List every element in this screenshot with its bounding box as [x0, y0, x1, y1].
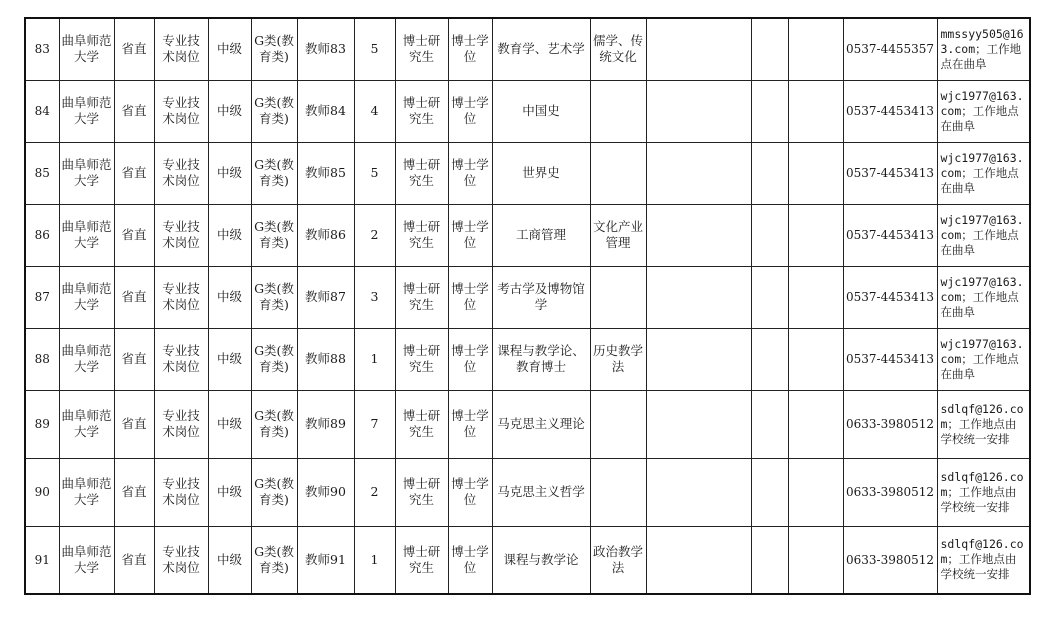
unit-level: 省直: [114, 80, 154, 142]
hire-count: 2: [354, 458, 395, 526]
post-type: 专业技术岗位: [154, 142, 208, 204]
unit-level: 省直: [114, 204, 154, 266]
degree-requirement: 博士学位: [448, 18, 492, 80]
post-category: G类(教育类): [251, 266, 297, 328]
empty-cell: [751, 328, 788, 390]
major-requirement: 马克思主义理论: [492, 390, 590, 458]
contact-phone: 0633-3980512: [843, 526, 937, 594]
hire-count: 2: [354, 204, 395, 266]
degree-requirement: 博士学位: [448, 328, 492, 390]
contact-phone: 0537-4453413: [843, 266, 937, 328]
education-requirement: 博士研究生: [395, 80, 448, 142]
unit-name: 曲阜师范大学: [59, 390, 114, 458]
other-requirement: [646, 390, 751, 458]
unit-level: 省直: [114, 390, 154, 458]
degree-requirement: 博士学位: [448, 390, 492, 458]
empty-cell: [751, 204, 788, 266]
research-direction: 文化产业管理: [590, 204, 646, 266]
table-row: [25, 390, 1030, 458]
education-requirement: 博士研究生: [395, 204, 448, 266]
post-category: G类(教育类): [251, 142, 297, 204]
contact-phone: 0537-4453413: [843, 328, 937, 390]
degree-requirement: 博士学位: [448, 204, 492, 266]
row-number: 91: [25, 526, 59, 594]
other-requirement: [646, 142, 751, 204]
unit-name: 曲阜师范大学: [59, 458, 114, 526]
unit-level: 省直: [114, 18, 154, 80]
hire-count: 5: [354, 142, 395, 204]
row-number: 88: [25, 328, 59, 390]
research-direction: [590, 458, 646, 526]
unit-name: 曲阜师范大学: [59, 142, 114, 204]
contact-phone: 0537-4455357: [843, 18, 937, 80]
table-row: [25, 142, 1030, 204]
empty-cell: [788, 266, 843, 328]
research-direction: 政治教学法: [590, 526, 646, 594]
row-number: 84: [25, 80, 59, 142]
empty-cell: [788, 142, 843, 204]
empty-cell: [788, 80, 843, 142]
unit-level: 省直: [114, 328, 154, 390]
contact-phone: 0633-3980512: [843, 458, 937, 526]
major-requirement: 课程与教学论: [492, 526, 590, 594]
table-row: [25, 80, 1030, 142]
empty-cell: [788, 18, 843, 80]
post-type: 专业技术岗位: [154, 266, 208, 328]
contact-phone: 0537-4453413: [843, 204, 937, 266]
degree-requirement: 博士学位: [448, 266, 492, 328]
post-type: 专业技术岗位: [154, 328, 208, 390]
post-type: 专业技术岗位: [154, 204, 208, 266]
empty-cell: [751, 18, 788, 80]
post-grade: 中级: [208, 204, 251, 266]
empty-cell: [751, 80, 788, 142]
row-number: 86: [25, 204, 59, 266]
major-requirement: 考古学及博物馆学: [492, 266, 590, 328]
major-requirement: 教育学、艺术学: [492, 18, 590, 80]
contact-phone: 0633-3980512: [843, 390, 937, 458]
major-requirement: 中国史: [492, 80, 590, 142]
unit-name: 曲阜师范大学: [59, 204, 114, 266]
research-direction: [590, 80, 646, 142]
major-requirement: 课程与教学论、教育博士: [492, 328, 590, 390]
row-number: 90: [25, 458, 59, 526]
empty-cell: [788, 204, 843, 266]
post-category: G类(教育类): [251, 18, 297, 80]
remark-note: wjc1977@163.com；工作地点在曲阜: [937, 142, 1030, 204]
major-requirement: 世界史: [492, 142, 590, 204]
education-requirement: 博士研究生: [395, 328, 448, 390]
research-direction: 历史教学法: [590, 328, 646, 390]
row-number: 85: [25, 142, 59, 204]
major-requirement: 工商管理: [492, 204, 590, 266]
research-direction: [590, 390, 646, 458]
research-direction: [590, 266, 646, 328]
unit-level: 省直: [114, 526, 154, 594]
table-row: [25, 526, 1030, 594]
other-requirement: [646, 266, 751, 328]
empty-cell: [788, 390, 843, 458]
hire-count: 3: [354, 266, 395, 328]
table-row: [25, 458, 1030, 526]
other-requirement: [646, 204, 751, 266]
education-requirement: 博士研究生: [395, 18, 448, 80]
remark-note: sdlqf@126.com；工作地点由学校统一安排: [937, 458, 1030, 526]
post-type: 专业技术岗位: [154, 458, 208, 526]
empty-cell: [751, 266, 788, 328]
unit-name: 曲阜师范大学: [59, 80, 114, 142]
degree-requirement: 博士学位: [448, 526, 492, 594]
post-category: G类(教育类): [251, 390, 297, 458]
remark-note: sdlqf@126.com；工作地点由学校统一安排: [937, 390, 1030, 458]
post-grade: 中级: [208, 390, 251, 458]
row-number: 87: [25, 266, 59, 328]
hire-count: 7: [354, 390, 395, 458]
other-requirement: [646, 458, 751, 526]
research-direction: [590, 142, 646, 204]
hire-count: 1: [354, 526, 395, 594]
row-number: 83: [25, 18, 59, 80]
other-requirement: [646, 80, 751, 142]
unit-level: 省直: [114, 266, 154, 328]
post-grade: 中级: [208, 526, 251, 594]
empty-cell: [788, 526, 843, 594]
unit-name: 曲阜师范大学: [59, 328, 114, 390]
degree-requirement: 博士学位: [448, 80, 492, 142]
post-name: 教师88: [297, 328, 354, 390]
post-category: G类(教育类): [251, 458, 297, 526]
post-category: G类(教育类): [251, 328, 297, 390]
table-row: [25, 204, 1030, 266]
remark-note: wjc1977@163.com；工作地点在曲阜: [937, 80, 1030, 142]
unit-name: 曲阜师范大学: [59, 266, 114, 328]
empty-cell: [788, 458, 843, 526]
table-row: [25, 18, 1030, 80]
remark-note: wjc1977@163.com；工作地点在曲阜: [937, 328, 1030, 390]
post-grade: 中级: [208, 266, 251, 328]
remark-note: sdlqf@126.com；工作地点由学校统一安排: [937, 526, 1030, 594]
post-grade: 中级: [208, 80, 251, 142]
research-direction: 儒学、传统文化: [590, 18, 646, 80]
other-requirement: [646, 328, 751, 390]
post-category: G类(教育类): [251, 526, 297, 594]
remark-note: mmssyy505@163.com；工作地点在曲阜: [937, 18, 1030, 80]
recruitment-table: [24, 17, 1031, 595]
education-requirement: 博士研究生: [395, 266, 448, 328]
post-type: 专业技术岗位: [154, 80, 208, 142]
major-requirement: 马克思主义哲学: [492, 458, 590, 526]
empty-cell: [751, 526, 788, 594]
post-grade: 中级: [208, 142, 251, 204]
unit-level: 省直: [114, 142, 154, 204]
empty-cell: [751, 390, 788, 458]
post-grade: 中级: [208, 18, 251, 80]
post-grade: 中级: [208, 328, 251, 390]
post-category: G类(教育类): [251, 80, 297, 142]
education-requirement: 博士研究生: [395, 458, 448, 526]
contact-phone: 0537-4453413: [843, 142, 937, 204]
education-requirement: 博士研究生: [395, 526, 448, 594]
post-name: 教师89: [297, 390, 354, 458]
unit-level: 省直: [114, 458, 154, 526]
contact-phone: 0537-4453413: [843, 80, 937, 142]
degree-requirement: 博士学位: [448, 142, 492, 204]
empty-cell: [751, 142, 788, 204]
post-type: 专业技术岗位: [154, 390, 208, 458]
post-name: 教师83: [297, 18, 354, 80]
hire-count: 4: [354, 80, 395, 142]
other-requirement: [646, 18, 751, 80]
hire-count: 1: [354, 328, 395, 390]
post-name: 教师86: [297, 204, 354, 266]
post-name: 教师85: [297, 142, 354, 204]
table-row: [25, 266, 1030, 328]
post-grade: 中级: [208, 458, 251, 526]
unit-name: 曲阜师范大学: [59, 18, 114, 80]
remark-note: wjc1977@163.com；工作地点在曲阜: [937, 266, 1030, 328]
empty-cell: [751, 458, 788, 526]
post-name: 教师90: [297, 458, 354, 526]
remark-note: wjc1977@163.com；工作地点在曲阜: [937, 204, 1030, 266]
row-number: 89: [25, 390, 59, 458]
post-name: 教师84: [297, 80, 354, 142]
education-requirement: 博士研究生: [395, 142, 448, 204]
unit-name: 曲阜师范大学: [59, 526, 114, 594]
degree-requirement: 博士学位: [448, 458, 492, 526]
post-name: 教师91: [297, 526, 354, 594]
post-type: 专业技术岗位: [154, 18, 208, 80]
post-category: G类(教育类): [251, 204, 297, 266]
post-name: 教师87: [297, 266, 354, 328]
other-requirement: [646, 526, 751, 594]
hire-count: 5: [354, 18, 395, 80]
empty-cell: [788, 328, 843, 390]
education-requirement: 博士研究生: [395, 390, 448, 458]
post-type: 专业技术岗位: [154, 526, 208, 594]
table-row: [25, 328, 1030, 390]
